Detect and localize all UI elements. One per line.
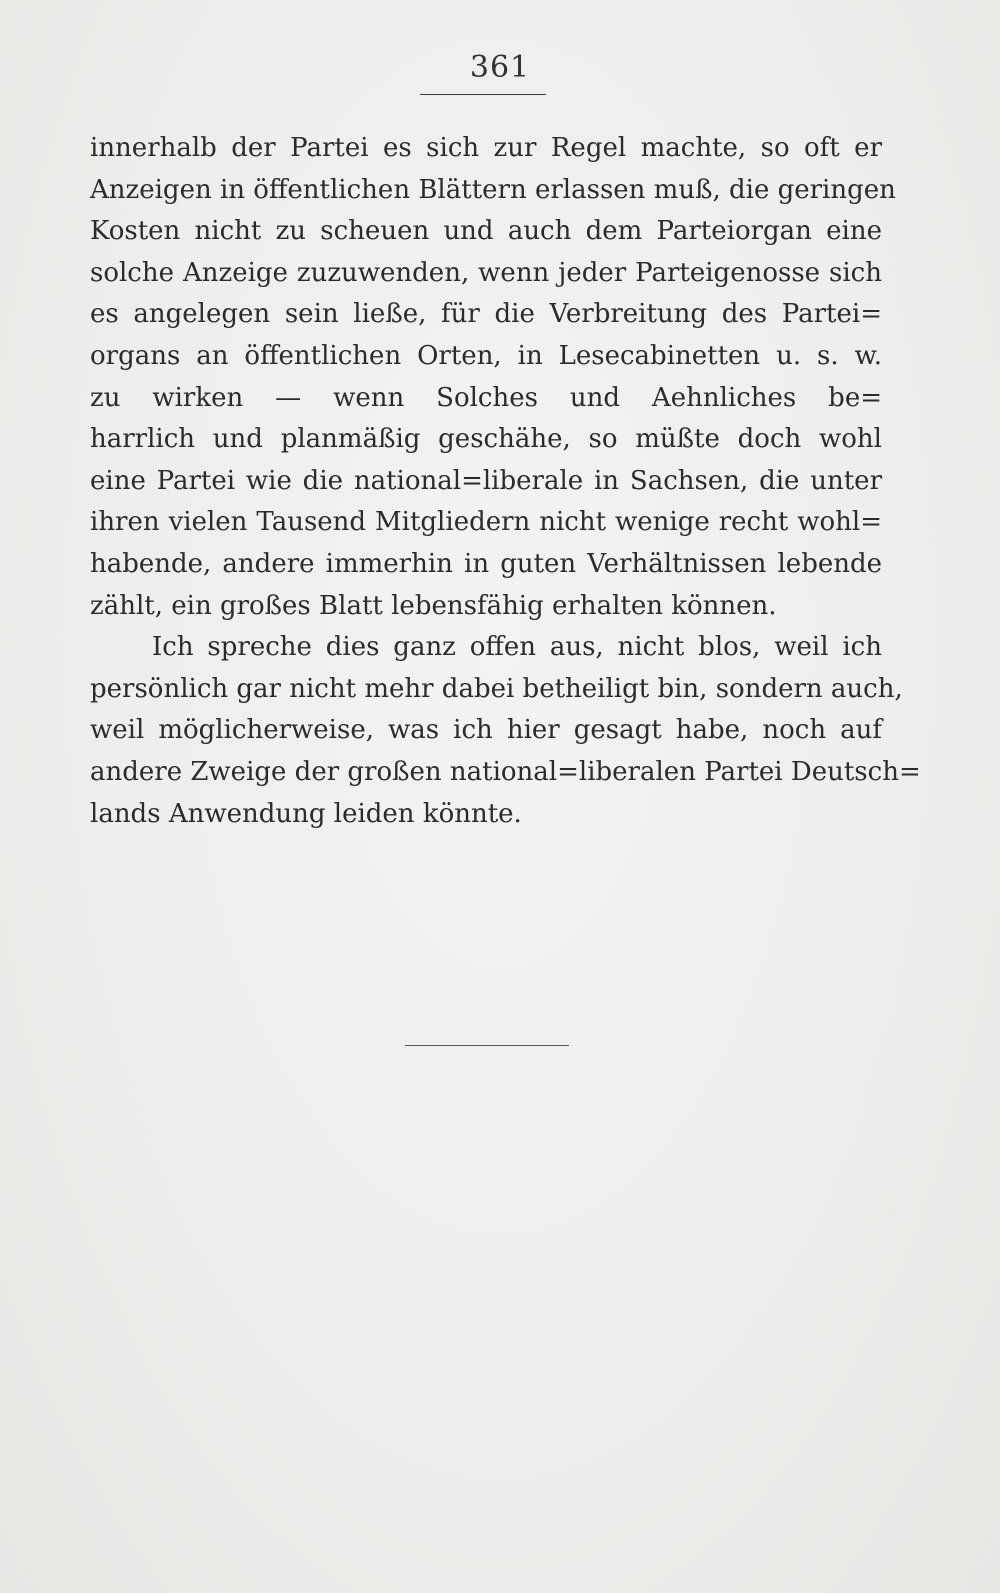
text-line: weil möglicherweise, was ich hier gesagt habe, noch auf [90,715,882,746]
body-text [90,128,921,835]
text-line: organs an öffentlichen Orten, in Lesecabinetten u. s. w. [90,340,882,371]
text-line: zu wirken — wenn Solches und Aehnliches be= [90,382,882,413]
text-line: persönlich gar nicht mehr dabei betheiligt bin, sondern auch, [90,673,903,704]
text-line: eine Partei wie die national=liberale in Sachsen, die unter [90,465,882,496]
page-number: 361 [469,50,531,85]
text-line: Kosten nicht zu scheuen und auch dem Parteiorgan eine [90,216,882,247]
text-line: es angelegen sein ließe, für die Verbreitung des Partei= [90,299,882,330]
paragraph-2 [90,627,921,835]
text-line: lands Anwendung leiden könnte. [90,798,522,829]
text-line: habende, andere immerhin in guten Verhältnissen lebende [90,548,882,579]
text-line: andere Zweige der großen national=liberalen Partei Deutsch= [90,756,921,787]
section-end-rule [405,1045,569,1046]
paragraph-1 [90,128,896,627]
text-line: zählt, ein großes Blatt lebensfähig erhalten können. [90,590,777,621]
text-line: solche Anzeige zuzuwenden, wenn jeder Parteigenosse sich [90,257,882,288]
text-line: harrlich und planmäßig geschähe, so müßte doch wohl [90,424,882,455]
text-line: innerhalb der Partei es sich zur Regel machte, so oft er [90,133,882,163]
text-line: ihren vielen Tausend Mitgliedern nicht wenige recht wohl= [90,507,882,538]
page-number-rule [420,94,546,95]
text-line: Ich spreche dies ganz offen aus, nicht blos, weil ich [152,632,882,663]
text-line: Anzeigen in öffentlichen Blättern erlassen muß, die geringen [90,174,896,205]
